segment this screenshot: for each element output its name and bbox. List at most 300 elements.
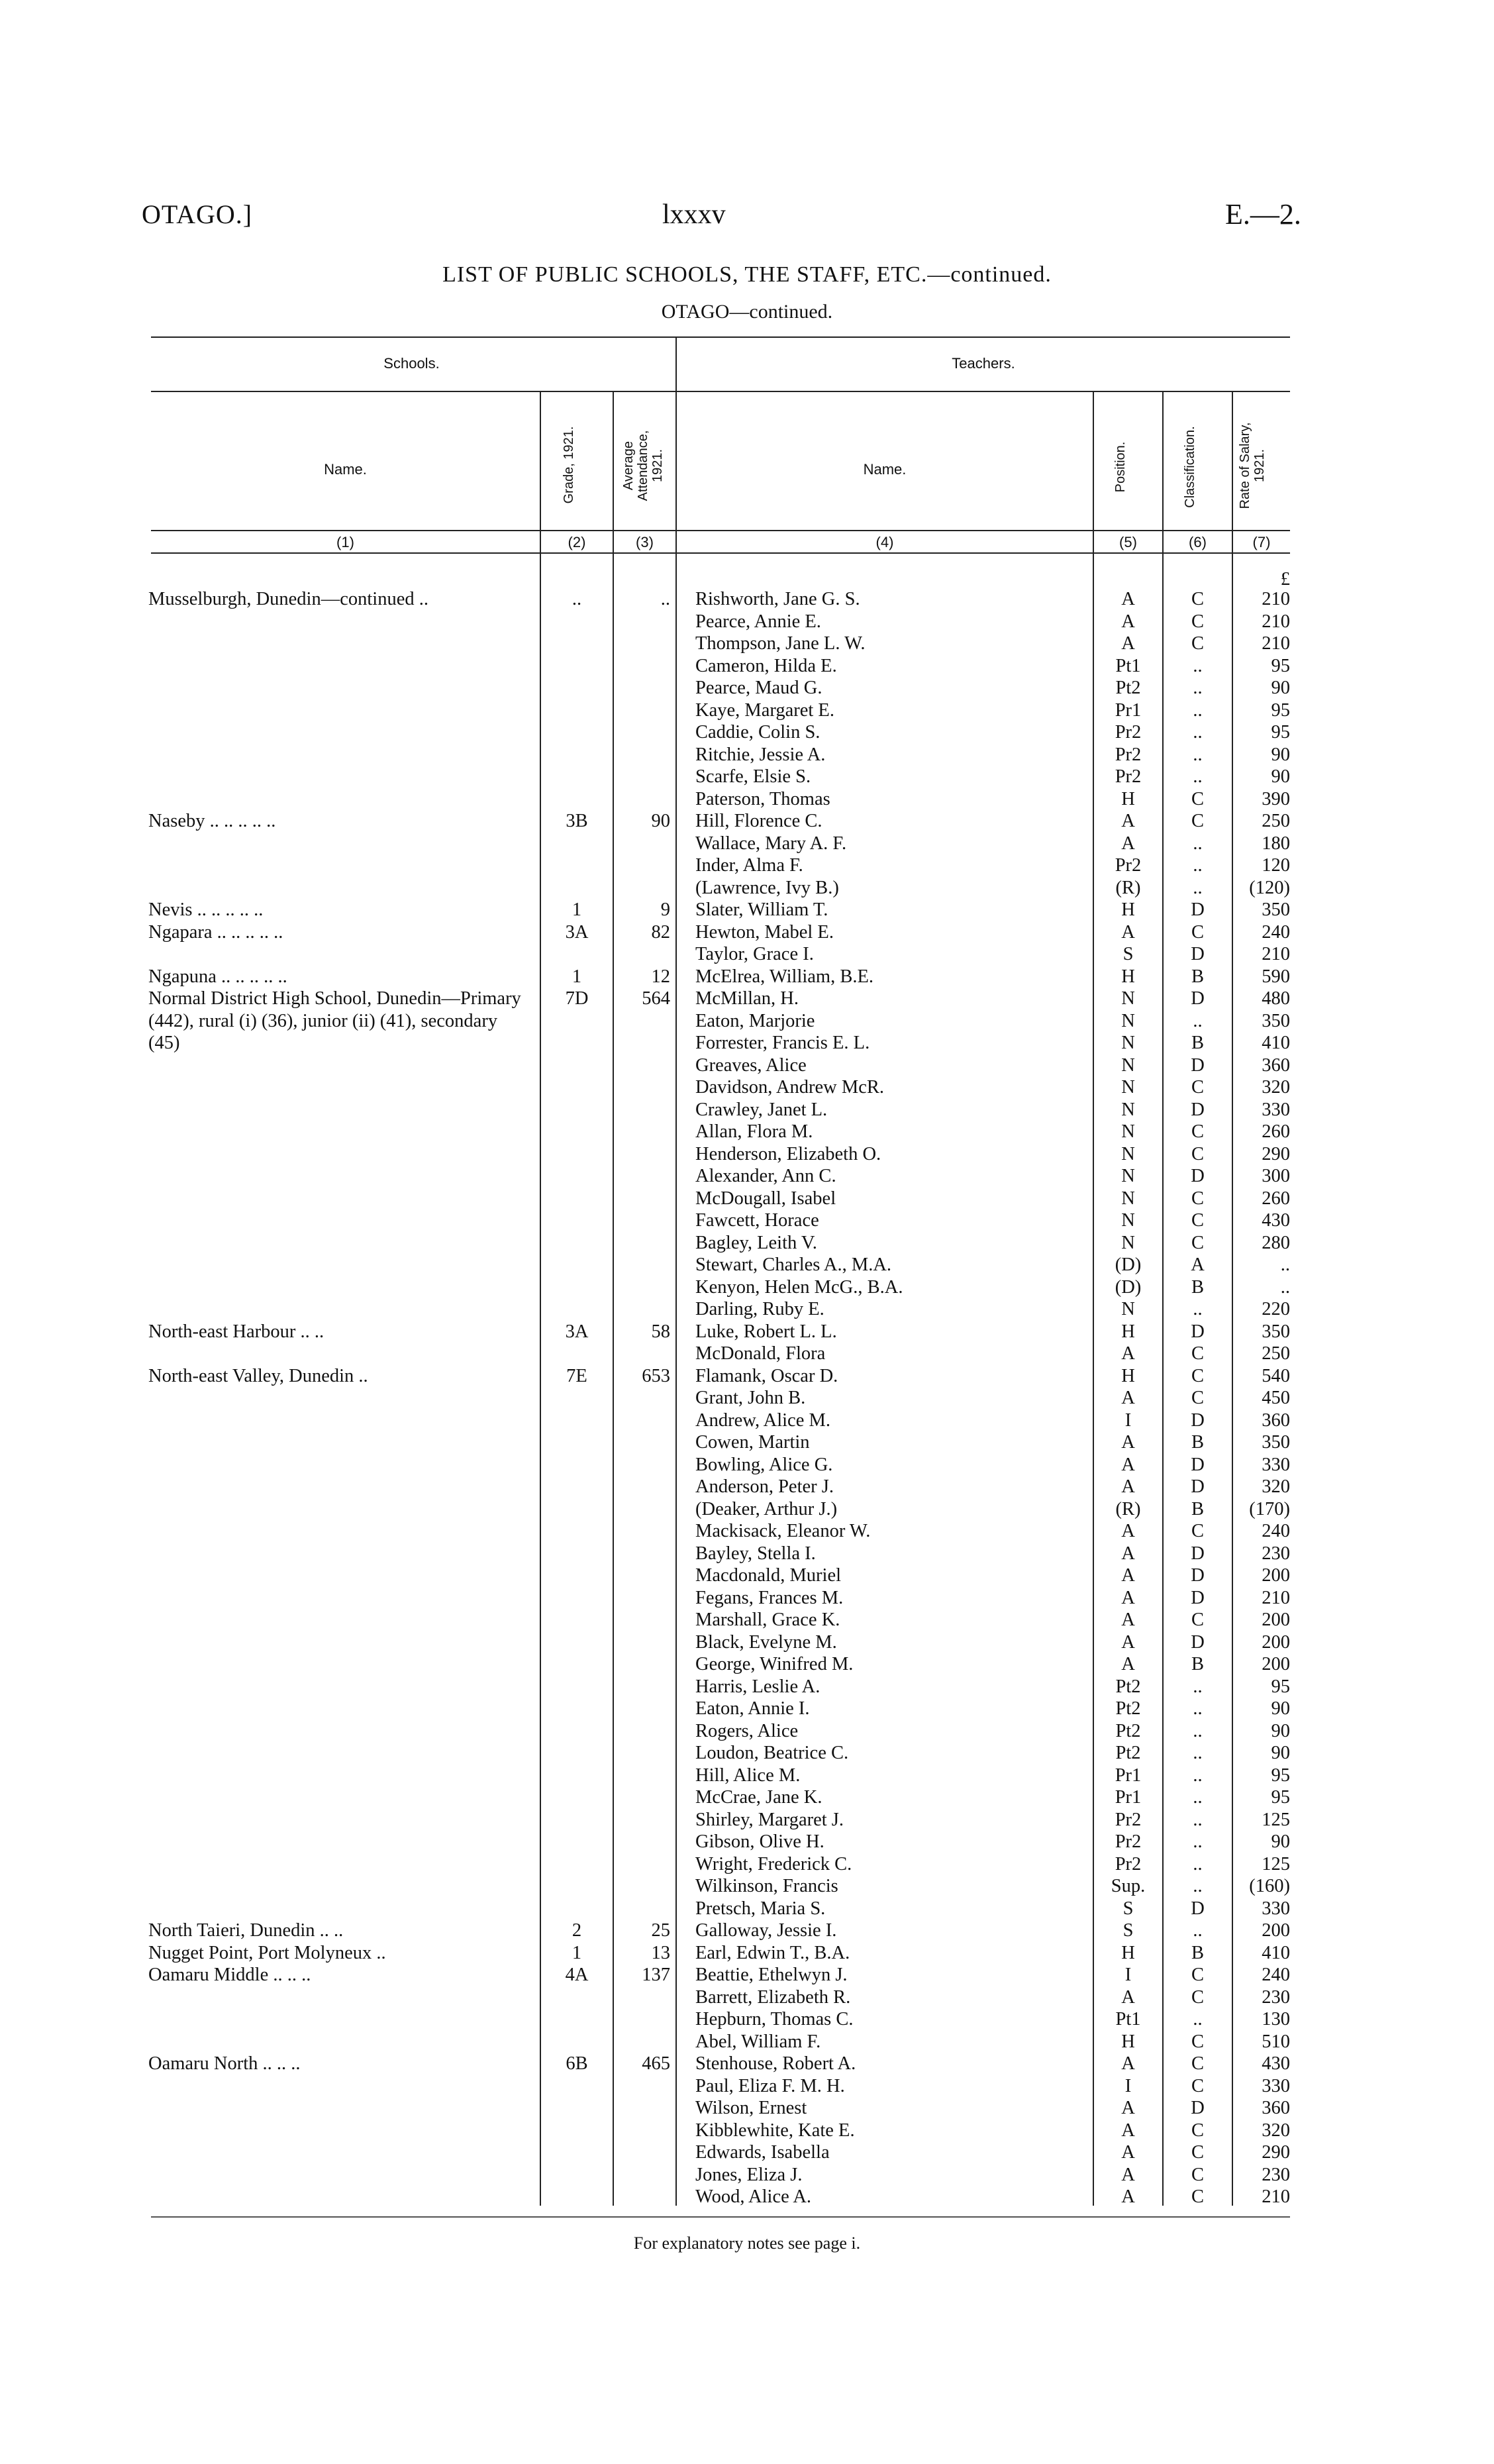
teacher-classification: .. xyxy=(1193,1920,1203,1941)
school-grade: 1 xyxy=(572,899,582,920)
teacher-classification: D xyxy=(1191,1631,1205,1653)
teacher-name: Bagley, Leith V. xyxy=(695,1232,817,1253)
teacher-position: N xyxy=(1121,1166,1135,1186)
teacher-classification: .. xyxy=(1193,877,1203,898)
teacher-salary: 200 xyxy=(1262,1610,1290,1630)
teacher-salary: (120) xyxy=(1249,877,1290,898)
teacher-position: Pr2 xyxy=(1115,1809,1142,1830)
teacher-name: Anderson, Peter J. xyxy=(695,1476,834,1497)
teacher-salary: 260 xyxy=(1262,1188,1290,1209)
teacher-salary: 125 xyxy=(1262,1809,1290,1830)
teacher-classification: .. xyxy=(1193,1720,1203,1741)
teacher-position: N xyxy=(1121,1232,1135,1253)
school-grade: 6B xyxy=(566,2053,588,2074)
school-attendance: 13 xyxy=(651,1942,670,1963)
school-grade: .. xyxy=(572,589,582,609)
school-grade: 1 xyxy=(572,966,582,987)
teacher-classification: C xyxy=(1191,1365,1204,1386)
teacher-classification: .. xyxy=(1193,699,1203,721)
teacher-salary: 95 xyxy=(1271,1765,1290,1786)
teacher-name: Eaton, Annie I. xyxy=(695,1698,810,1719)
teacher-name: Luke, Robert L. L. xyxy=(695,1321,837,1342)
teacher-name: Slater, William T. xyxy=(695,899,828,920)
teacher-classification: B xyxy=(1191,966,1204,987)
teacher-name: Marshall, Grace K. xyxy=(695,1610,840,1630)
teacher-salary: 90 xyxy=(1271,678,1290,698)
teacher-name: Kenyon, Helen McG., B.A. xyxy=(695,1276,903,1298)
teacher-position: A xyxy=(1121,2142,1135,2163)
teacher-name: Fegans, Frances M. xyxy=(695,1587,844,1608)
school-attendance: 12 xyxy=(651,966,670,987)
teacher-name: Thompson, Jane L. W. xyxy=(695,633,866,654)
teacher-classification: D xyxy=(1191,1543,1205,1564)
page-subtitle: OTAGO—continued. xyxy=(661,301,833,323)
teacher-name: Edwards, Isabella xyxy=(695,2142,830,2163)
school-grade: 7E xyxy=(566,1365,587,1386)
teacher-salary: 250 xyxy=(1262,811,1290,831)
teacher-name: Abel, William F. xyxy=(695,2031,821,2052)
teacher-position: N xyxy=(1121,988,1135,1009)
teacher-classification: B xyxy=(1191,1654,1204,1674)
teacher-position: Pr2 xyxy=(1115,744,1142,765)
teacher-salary: 260 xyxy=(1262,1121,1290,1142)
teacher-salary: 230 xyxy=(1262,2164,1290,2185)
teacher-name: Cameron, Hilda E. xyxy=(695,655,837,676)
teacher-position: H xyxy=(1121,899,1135,920)
teacher-salary: 360 xyxy=(1262,2098,1290,2118)
teacher-salary: 350 xyxy=(1262,1010,1290,1031)
teacher-name: Forrester, Francis E. L. xyxy=(695,1033,870,1053)
teacher-salary: 90 xyxy=(1271,766,1290,787)
teacher-position: S xyxy=(1122,1898,1134,1919)
page-header-right: E.—2. xyxy=(1225,198,1301,231)
teacher-salary: 95 xyxy=(1271,1787,1290,1808)
teacher-position: Pt1 xyxy=(1115,2009,1141,2029)
teacher-position: A xyxy=(1121,811,1135,831)
teacher-name: Gibson, Olive H. xyxy=(695,1831,824,1852)
teacher-position: N xyxy=(1121,1099,1135,1120)
teacher-position: Pt2 xyxy=(1115,1743,1141,1763)
teacher-salary: 430 xyxy=(1262,2053,1290,2074)
teacher-name: Wallace, Mary A. F. xyxy=(695,833,847,854)
teacher-salary: 300 xyxy=(1262,1166,1290,1186)
teacher-salary: 330 xyxy=(1262,1898,1290,1919)
teacher-position: Pr1 xyxy=(1115,699,1142,721)
teacher-classification: C xyxy=(1191,2164,1204,2185)
teacher-salary: 330 xyxy=(1262,2075,1290,2096)
teacher-name: Stenhouse, Robert A. xyxy=(695,2053,856,2074)
teacher-position: A xyxy=(1121,1343,1135,1364)
teacher-classification: C xyxy=(1191,1143,1204,1164)
teacher-classification: B xyxy=(1191,1432,1204,1453)
teacher-classification: D xyxy=(1191,1054,1205,1076)
teacher-classification: D xyxy=(1191,944,1205,964)
teacher-salary: 210 xyxy=(1262,633,1290,654)
teacher-name: Barrett, Elizabeth R. xyxy=(695,1986,851,2008)
teacher-salary: 330 xyxy=(1262,1099,1290,1120)
teacher-position: I xyxy=(1124,1410,1132,1431)
teacher-position: A xyxy=(1121,833,1135,854)
teacher-name: Bowling, Alice G. xyxy=(695,1454,833,1475)
teacher-salary: (160) xyxy=(1249,1876,1290,1896)
teacher-salary: 390 xyxy=(1262,788,1290,809)
school-name: Naseby .. .. .. .. .. xyxy=(148,811,276,831)
teacher-classification: D xyxy=(1191,1898,1205,1919)
teacher-salary: 95 xyxy=(1271,655,1290,676)
header-rule-2 xyxy=(151,530,1290,531)
school-name: Normal District High School, Dunedin—Primary (442), rural (i) (36), junior (ii) (41), secondary (45) xyxy=(148,988,521,1053)
teacher-classification: .. xyxy=(1193,1831,1203,1852)
teacher-salary: 360 xyxy=(1262,1054,1290,1076)
teacher-classification: C xyxy=(1191,921,1204,943)
teacher-salary: 200 xyxy=(1262,1565,1290,1586)
teacher-name: Pearce, Maud G. xyxy=(695,678,822,698)
teacher-classification: C xyxy=(1191,611,1204,632)
teacher-salary: 220 xyxy=(1262,1299,1290,1319)
teacher-position: (R) xyxy=(1115,877,1141,898)
col-header-school-name: Name. xyxy=(324,461,367,478)
teacher-salary: 90 xyxy=(1271,1831,1290,1852)
school-grade: 3A xyxy=(565,1321,589,1342)
teacher-classification: .. xyxy=(1193,1299,1203,1319)
teacher-classification: D xyxy=(1191,899,1205,920)
school-name: North-east Valley, Dunedin .. xyxy=(148,1365,368,1386)
teacher-name: Greaves, Alice xyxy=(695,1054,807,1076)
table-bottom-rule xyxy=(151,2216,1290,2218)
teacher-name: Grant, John B. xyxy=(695,1388,806,1408)
teacher-classification: C xyxy=(1191,788,1204,809)
teacher-position: Pr2 xyxy=(1115,722,1142,743)
teacher-classification: .. xyxy=(1193,1765,1203,1786)
school-name: Nevis .. .. .. .. .. xyxy=(148,899,264,920)
teacher-salary: 410 xyxy=(1262,1033,1290,1053)
school-grade: 7D xyxy=(565,988,589,1009)
teacher-name: (Lawrence, Ivy B.) xyxy=(695,877,839,898)
teacher-salary: 230 xyxy=(1262,1543,1290,1564)
teacher-salary: 125 xyxy=(1262,1853,1290,1874)
teacher-position: H xyxy=(1121,1365,1135,1386)
teacher-name: George, Winifred M. xyxy=(695,1654,854,1674)
teacher-classification: C xyxy=(1191,2120,1204,2141)
teacher-name: (Deaker, Arthur J.) xyxy=(695,1498,838,1519)
teacher-salary: 330 xyxy=(1262,1454,1290,1475)
teacher-position: Pt2 xyxy=(1115,1676,1141,1697)
teacher-salary: 320 xyxy=(1262,1476,1290,1497)
teacher-position: Pt1 xyxy=(1115,655,1141,676)
teacher-name: Galloway, Jessie I. xyxy=(695,1920,837,1941)
teacher-salary: 95 xyxy=(1271,722,1290,743)
teacher-name: Inder, Alma F. xyxy=(695,855,803,876)
teacher-name: Beattie, Ethelwyn J. xyxy=(695,1965,848,1985)
teacher-position: A xyxy=(1121,1476,1135,1497)
teacher-name: Earl, Edwin T., B.A. xyxy=(695,1942,850,1963)
teacher-classification: .. xyxy=(1193,1853,1203,1874)
teacher-position: Pr1 xyxy=(1115,1787,1142,1808)
teacher-position: N xyxy=(1121,1077,1135,1098)
teacher-salary: .. xyxy=(1280,1276,1290,1298)
teacher-classification: D xyxy=(1191,1565,1205,1586)
teacher-salary: 350 xyxy=(1262,899,1290,920)
teacher-classification: C xyxy=(1191,589,1204,609)
teacher-classification: C xyxy=(1191,1343,1204,1364)
teacher-name: Wilkinson, Francis xyxy=(695,1876,838,1896)
teacher-position: H xyxy=(1121,788,1135,809)
teacher-classification: C xyxy=(1191,811,1204,831)
group-header-schools: Schools. xyxy=(383,355,440,372)
teacher-position: A xyxy=(1121,2098,1135,2118)
teacher-name: Loudon, Beatrice C. xyxy=(695,1743,849,1763)
teacher-name: Kibblewhite, Kate E. xyxy=(695,2120,855,2141)
teacher-name: Hill, Alice M. xyxy=(695,1765,801,1786)
teacher-name: Pretsch, Maria S. xyxy=(695,1898,826,1919)
header-rule-3 xyxy=(151,552,1290,554)
teacher-salary: 210 xyxy=(1262,589,1290,609)
teacher-position: A xyxy=(1121,1388,1135,1408)
teacher-classification: C xyxy=(1191,2075,1204,2096)
teacher-salary: 95 xyxy=(1271,1676,1290,1697)
teacher-name: Eaton, Marjorie xyxy=(695,1010,815,1031)
teacher-classification: C xyxy=(1191,2053,1204,2074)
teacher-classification: D xyxy=(1191,1410,1205,1431)
teacher-name: Bayley, Stella I. xyxy=(695,1543,816,1564)
teacher-salary: 130 xyxy=(1262,2009,1290,2029)
teacher-classification: D xyxy=(1191,1587,1205,1608)
teacher-name: Ritchie, Jessie A. xyxy=(695,744,826,765)
table-top-rule xyxy=(151,336,1290,338)
teacher-position: (R) xyxy=(1115,1498,1141,1519)
teacher-position: A xyxy=(1121,2164,1135,2185)
school-attendance: 9 xyxy=(660,899,670,920)
teacher-position: A xyxy=(1121,1610,1135,1630)
teacher-salary: 180 xyxy=(1262,833,1290,854)
teacher-salary: 240 xyxy=(1262,921,1290,943)
teacher-name: Alexander, Ann C. xyxy=(695,1166,836,1186)
teacher-classification: C xyxy=(1191,1521,1204,1541)
teacher-position: N xyxy=(1121,1143,1135,1164)
salary-currency-symbol: £ xyxy=(1280,569,1290,590)
teacher-salary: 210 xyxy=(1262,944,1290,964)
teacher-salary: 510 xyxy=(1262,2031,1290,2052)
teacher-classification: C xyxy=(1191,1388,1204,1408)
teacher-classification: .. xyxy=(1193,1698,1203,1719)
school-name: Oamaru Middle .. .. .. xyxy=(148,1965,311,1985)
teacher-classification: .. xyxy=(1193,722,1203,743)
school-name: Ngapuna .. .. .. .. .. xyxy=(148,966,287,987)
teacher-classification: D xyxy=(1191,1166,1205,1186)
teacher-name: Wood, Alice A. xyxy=(695,2186,812,2207)
teacher-position: A xyxy=(1121,1565,1135,1586)
page-header-left: OTAGO.] xyxy=(142,199,253,229)
teacher-name: Darling, Ruby E. xyxy=(695,1299,824,1319)
teacher-name: Scarfe, Elsie S. xyxy=(695,766,811,787)
teacher-name: Jones, Eliza J. xyxy=(695,2164,803,2185)
school-name: Oamaru North .. .. .. xyxy=(148,2053,301,2074)
teacher-salary: (170) xyxy=(1249,1498,1290,1519)
teacher-salary: 480 xyxy=(1262,988,1290,1009)
teacher-classification: C xyxy=(1191,1121,1204,1142)
teacher-name: Caddie, Colin S. xyxy=(695,722,821,743)
teacher-position: Pr1 xyxy=(1115,1765,1142,1786)
col-header-teacher-name: Name. xyxy=(863,461,907,478)
teacher-salary: 280 xyxy=(1262,1232,1290,1253)
teacher-salary: 210 xyxy=(1262,611,1290,632)
teacher-salary: 200 xyxy=(1262,1654,1290,1674)
teacher-salary: 320 xyxy=(1262,1077,1290,1098)
col-number-2: (2) xyxy=(568,534,586,550)
teacher-name: Crawley, Janet L. xyxy=(695,1099,828,1120)
school-grade: 4A xyxy=(565,1965,589,1985)
teacher-salary: 210 xyxy=(1262,2186,1290,2207)
teacher-salary: 240 xyxy=(1262,1965,1290,1985)
col-header-grade: Grade, 1921. xyxy=(562,426,576,504)
school-attendance: 564 xyxy=(642,988,670,1009)
teacher-classification: .. xyxy=(1193,1809,1203,1830)
teacher-classification: A xyxy=(1191,1255,1205,1275)
teacher-name: Rogers, Alice xyxy=(695,1720,799,1741)
teacher-position: A xyxy=(1121,921,1135,943)
teacher-classification: D xyxy=(1191,1454,1205,1475)
teacher-salary: 540 xyxy=(1262,1365,1290,1386)
teacher-position: Pr2 xyxy=(1115,766,1142,787)
teacher-name: McDougall, Isabel xyxy=(695,1188,836,1209)
teacher-salary: 290 xyxy=(1262,2142,1290,2163)
school-name: Ngapara .. .. .. .. .. xyxy=(148,921,283,943)
teacher-position: A xyxy=(1121,1432,1135,1453)
teacher-position: A xyxy=(1121,1986,1135,2008)
teacher-classification: C xyxy=(1191,2142,1204,2163)
teacher-name: Andrew, Alice M. xyxy=(695,1410,830,1431)
teacher-classification: .. xyxy=(1193,744,1203,765)
teacher-position: N xyxy=(1121,1299,1135,1319)
teacher-salary: 350 xyxy=(1262,1432,1290,1453)
teacher-position: Pr2 xyxy=(1115,855,1142,876)
teacher-name: McDonald, Flora xyxy=(695,1343,826,1364)
col-number-7: (7) xyxy=(1252,534,1271,550)
school-grade: 2 xyxy=(572,1920,582,1941)
teacher-classification: D xyxy=(1191,2098,1205,2118)
teacher-position: I xyxy=(1124,1965,1132,1985)
teacher-salary: 90 xyxy=(1271,1743,1290,1763)
teacher-position: (D) xyxy=(1115,1276,1142,1298)
teacher-position: A xyxy=(1121,633,1135,654)
teacher-classification: .. xyxy=(1193,2009,1203,2029)
teacher-classification: C xyxy=(1191,1610,1204,1630)
teacher-position: N xyxy=(1121,1054,1135,1076)
teacher-position: A xyxy=(1121,2120,1135,2141)
col-header-salary: Rate of Salary, 1921. xyxy=(1238,422,1267,509)
teacher-position: Pr2 xyxy=(1115,1831,1142,1852)
teacher-classification: .. xyxy=(1193,833,1203,854)
teacher-salary: 240 xyxy=(1262,1521,1290,1541)
school-attendance: .. xyxy=(660,589,670,609)
school-attendance: 58 xyxy=(651,1321,670,1342)
teacher-name: McCrae, Jane K. xyxy=(695,1787,822,1808)
teacher-position: A xyxy=(1121,2186,1135,2207)
teacher-classification: B xyxy=(1191,1942,1204,1963)
teacher-position: A xyxy=(1121,1654,1135,1674)
teacher-salary: 120 xyxy=(1262,855,1290,876)
teacher-name: Cowen, Martin xyxy=(695,1432,810,1453)
teacher-salary: .. xyxy=(1280,1255,1290,1275)
school-attendance: 82 xyxy=(651,921,670,943)
teacher-salary: 210 xyxy=(1262,1587,1290,1608)
teacher-position: N xyxy=(1121,1121,1135,1142)
teacher-classification: D xyxy=(1191,1321,1205,1342)
teacher-classification: B xyxy=(1191,1276,1204,1298)
teacher-name: Fawcett, Horace xyxy=(695,1210,819,1231)
teacher-salary: 90 xyxy=(1271,1720,1290,1741)
teacher-classification: C xyxy=(1191,2031,1204,2052)
teacher-classification: .. xyxy=(1193,766,1203,787)
teacher-classification: C xyxy=(1191,1188,1204,1209)
teacher-name: Harris, Leslie A. xyxy=(695,1676,821,1697)
teacher-salary: 430 xyxy=(1262,1210,1290,1231)
teacher-classification: .. xyxy=(1193,1676,1203,1697)
teacher-position: Pt2 xyxy=(1115,678,1141,698)
teacher-name: Flamank, Oscar D. xyxy=(695,1365,838,1386)
teacher-position: Pt2 xyxy=(1115,1698,1141,1719)
teacher-name: Davidson, Andrew McR. xyxy=(695,1077,884,1098)
teacher-classification: .. xyxy=(1193,655,1203,676)
footer-note: For explanatory notes see page i. xyxy=(633,2233,861,2253)
teacher-position: N xyxy=(1121,1210,1135,1231)
teacher-classification: D xyxy=(1191,1476,1205,1497)
teacher-salary: 320 xyxy=(1262,2120,1290,2141)
teacher-position: S xyxy=(1122,1920,1134,1941)
teacher-salary: 350 xyxy=(1262,1321,1290,1342)
teacher-classification: C xyxy=(1191,1986,1204,2008)
teacher-position: H xyxy=(1121,1942,1135,1963)
teacher-name: Wright, Frederick C. xyxy=(695,1853,852,1874)
teacher-name: Paul, Eliza F. M. H. xyxy=(695,2075,845,2096)
teacher-position: A xyxy=(1121,1543,1135,1564)
teacher-salary: 590 xyxy=(1262,966,1290,987)
group-header-teachers: Teachers. xyxy=(952,355,1015,372)
teacher-classification: .. xyxy=(1193,1743,1203,1763)
teacher-salary: 90 xyxy=(1271,1698,1290,1719)
teacher-position: N xyxy=(1121,1033,1135,1053)
teacher-position: H xyxy=(1121,1321,1135,1342)
teacher-salary: 95 xyxy=(1271,699,1290,721)
col-number-1: (1) xyxy=(336,534,354,550)
teacher-position: S xyxy=(1122,944,1134,964)
teacher-classification: C xyxy=(1191,633,1204,654)
teacher-position: A xyxy=(1121,1631,1135,1653)
teacher-name: Hill, Florence C. xyxy=(695,811,822,831)
col-number-6: (6) xyxy=(1189,534,1207,550)
school-attendance: 465 xyxy=(642,2053,670,2074)
teacher-classification: B xyxy=(1191,1033,1204,1053)
teacher-salary: 290 xyxy=(1262,1143,1290,1164)
school-name: North Taieri, Dunedin .. .. xyxy=(148,1920,344,1941)
teacher-classification: .. xyxy=(1193,1010,1203,1031)
teacher-position: A xyxy=(1121,1521,1135,1541)
teacher-position: Pt2 xyxy=(1115,1720,1141,1741)
page-number: lxxxv xyxy=(662,199,726,230)
teacher-salary: 450 xyxy=(1262,1388,1290,1408)
school-attendance: 653 xyxy=(642,1365,670,1386)
teacher-name: Shirley, Margaret J. xyxy=(695,1809,844,1830)
teacher-position: H xyxy=(1121,966,1135,987)
teacher-position: I xyxy=(1124,2075,1132,2096)
teacher-position: A xyxy=(1121,1454,1135,1475)
teacher-name: Paterson, Thomas xyxy=(695,788,830,809)
teacher-name: Stewart, Charles A., M.A. xyxy=(695,1255,892,1275)
col-header-classification: Classification. xyxy=(1183,426,1197,508)
teacher-classification: C xyxy=(1191,1077,1204,1098)
teacher-classification: .. xyxy=(1193,1787,1203,1808)
teacher-classification: C xyxy=(1191,1965,1204,1985)
